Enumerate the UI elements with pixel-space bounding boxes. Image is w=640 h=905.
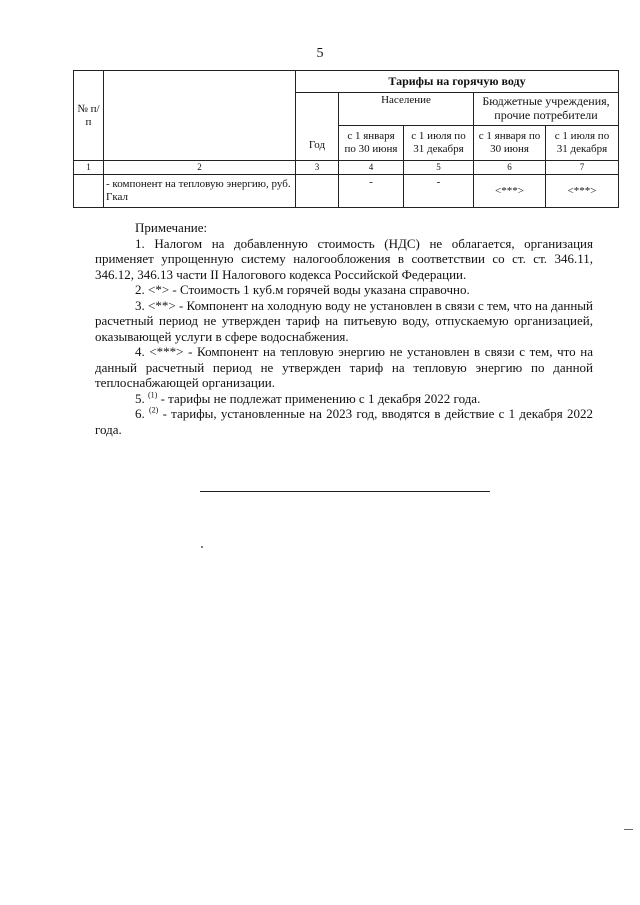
note-6-number: 6.	[135, 406, 145, 421]
note-5	[95, 391, 593, 407]
column-number: 5	[404, 161, 474, 175]
note-4: 4. <***> - Компонент на тепловую энергию не установлен в связи с тем, что на данный расчетный период не утвержден тариф на тепловую энергию по данной теплоснабжающей организации.	[95, 344, 593, 390]
header-name-column	[104, 71, 296, 161]
notes-title: Примечание:	[135, 220, 208, 235]
tariff-table	[73, 70, 619, 208]
end-divider-line	[200, 491, 490, 492]
cell-year	[296, 175, 339, 208]
edge-mark	[624, 829, 633, 830]
header-population: Население	[339, 93, 474, 126]
column-number: 3	[296, 161, 339, 175]
scan-speck	[201, 546, 203, 548]
cell-bud-jan-jun: <***>	[474, 175, 546, 208]
page-number: 5	[316, 46, 324, 61]
note-5-number: 5.	[135, 390, 145, 406]
header-pop-jan-jun: с 1 января по 30 июня	[339, 126, 404, 161]
header-budget-institutions: Бюджетные учреждения, прочие потребители	[474, 93, 619, 126]
note-2: 2. <*> - Стоимость 1 куб.м горячей воды указана справочно.	[135, 282, 470, 297]
note-3: 3. <**> - Компонент на холодную воду не установлен в связи с тем, что на данный расчетный период не утвержден тариф на питьевую воду, отпускаемую организацией, оказывающей услуги в сфере водоснабжения.	[95, 297, 593, 344]
header-bud-jan-jun: с 1 января по 30 июня	[474, 126, 546, 161]
table-row	[74, 175, 619, 208]
header-bud-jul-dec: с 1 июля по 31 декабря	[546, 126, 619, 161]
note-6-superscript: (2)	[149, 405, 159, 415]
header-hot-water-tariffs: Тарифы на горячую воду	[296, 71, 619, 93]
header-pop-jul-dec: с 1 июля по 31 декабря	[404, 126, 474, 161]
note-5-superscript: (1)	[148, 390, 158, 400]
note-6	[95, 406, 593, 437]
column-number: 6	[474, 161, 546, 175]
note-5-text: - тарифы не подлежат применению с 1 декабря 2022 года.	[160, 390, 481, 406]
column-number: 4	[339, 161, 404, 175]
cell-pop-jan-jun: -	[339, 175, 404, 208]
header-year: Год	[296, 93, 339, 161]
row-number-cell	[74, 175, 104, 208]
column-number: 7	[546, 161, 619, 175]
row-label: - компонент на тепловую энергию, руб. Гкал	[104, 175, 296, 208]
cell-bud-jul-dec: <***>	[546, 175, 619, 208]
notes-section	[95, 220, 593, 437]
note-1: 1. Налогом на добавленную стоимость (НДС) не облагается, организация применяет упрощенную систему налогообложения в соответствии со ст. ст. 346.11, 346.12, 346.13 части II Налогового кодекса Российской Федерации.	[95, 235, 593, 282]
column-number: 2	[104, 161, 296, 175]
column-number: 1	[74, 161, 104, 175]
cell-pop-jul-dec: -	[404, 175, 474, 208]
header-row-number: № п/п	[74, 71, 104, 161]
note-6-text: - тарифы, установленные на 2023 год, вводятся в действие с 1 декабря 2022 года.	[95, 406, 594, 437]
